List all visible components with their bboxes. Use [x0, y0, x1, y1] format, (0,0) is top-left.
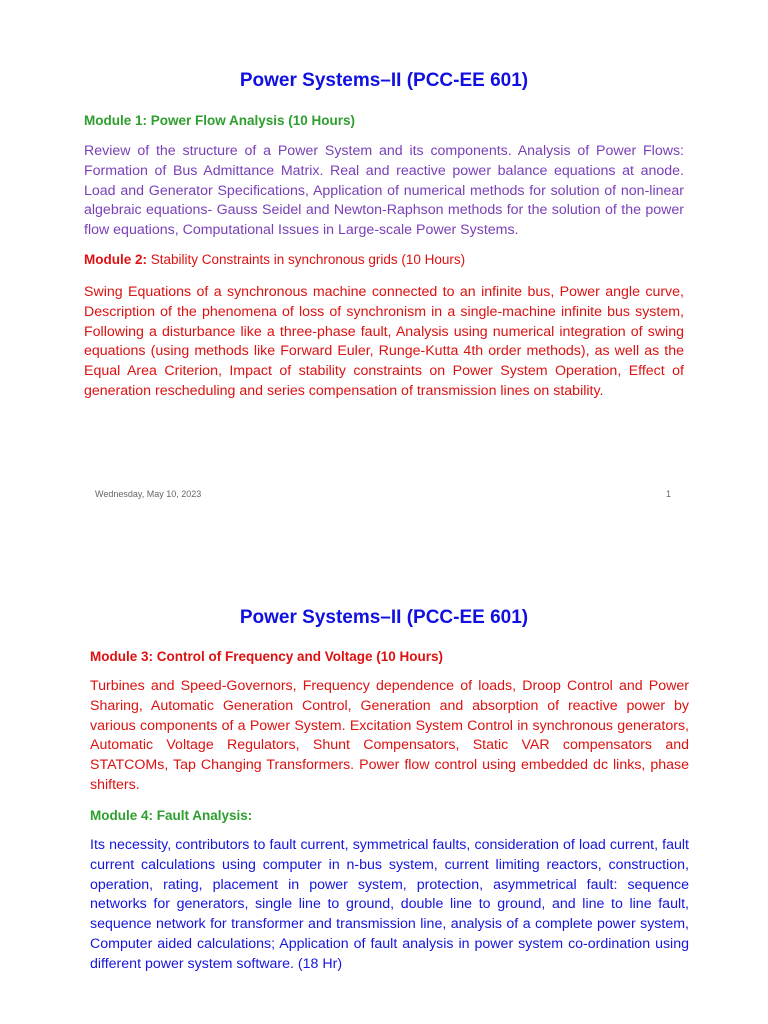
slide-title: Power Systems–II (PCC-EE 601) [239, 70, 529, 91]
slide-2 [0, 537, 768, 1024]
module-1-text: Review of the structure of a Power System and its components. Analysis of Power Flows: Formation of Bus Admittance Matrix. Real and reactive power balance equations at anode. Load and Generator Specifications, Application of numerical methods for solution of non-linear algebraic equations- Gauss Seidel and Newton-Raphson methods for the solution of the power flow equations, Computational Issues in Large-scale Power Systems. [84, 143, 684, 239]
module-4-text: Its necessity, contributors to fault current, symmetrical faults, consideration of load current, fault current calculations using computer in n-bus system, current limiting reactors, construction, operation, rating, placement in power system, protection, asymmetrical fault: sequence networks for generators, single line to ground, double line to ground, and line to line fault, sequence network for transformer and transmission line, analysis of a complete power system, Computer aided calculations; Application of fault analysis in power system co-ordination using different power system software. (18 Hr) [90, 837, 689, 972]
footer-date: Wednesday, May 10, 2023 [95, 489, 202, 499]
module-2-heading [84, 252, 465, 267]
module-3-heading: Module 3: Control of Frequency and Voltage (10 Hours) [90, 649, 444, 664]
module-4-heading: Module 4: Fault Analysis: [90, 808, 253, 823]
module-2-title: Stability Constraints in synchronous grids (10 Hours) [147, 252, 466, 267]
module-1-heading: Module 1: Power Flow Analysis (10 Hours) [84, 113, 356, 128]
module-3-text: Turbines and Speed-Governors, Frequency dependence of loads, Droop Control and Power Sharing, Automatic Generation Control, Generation and absorption of reactive power by various components of a Power System. Excitation System Control in synchronous generators, Automatic Voltage Regulators, Shunt Compensators, Static VAR compensators and STATCOMs, Tap Changing Transformers. Power flow control using embedded dc links, phase shifters. [90, 678, 689, 793]
slide-title: Power Systems–II (PCC-EE 601) [239, 607, 529, 628]
page-number: 1 [666, 489, 672, 499]
module-2-label: Module 2: [84, 252, 147, 267]
module-2-text: Swing Equations of a synchronous machine connected to an infinite bus, Power angle curve, Description of the phenomena of loss of synchronism in a single-machine infinite bus system, Following a disturbance like a three-phase fault, Analysis using numerical integration of swing equations (using methods like Forward Euler, Runge-Kutta 4th order methods), as well as the Equal Area Criterion, Impact of stability constraints on Power System Operation, Effect of generation rescheduling and series compensation of transmission lines on stability. [84, 284, 684, 399]
